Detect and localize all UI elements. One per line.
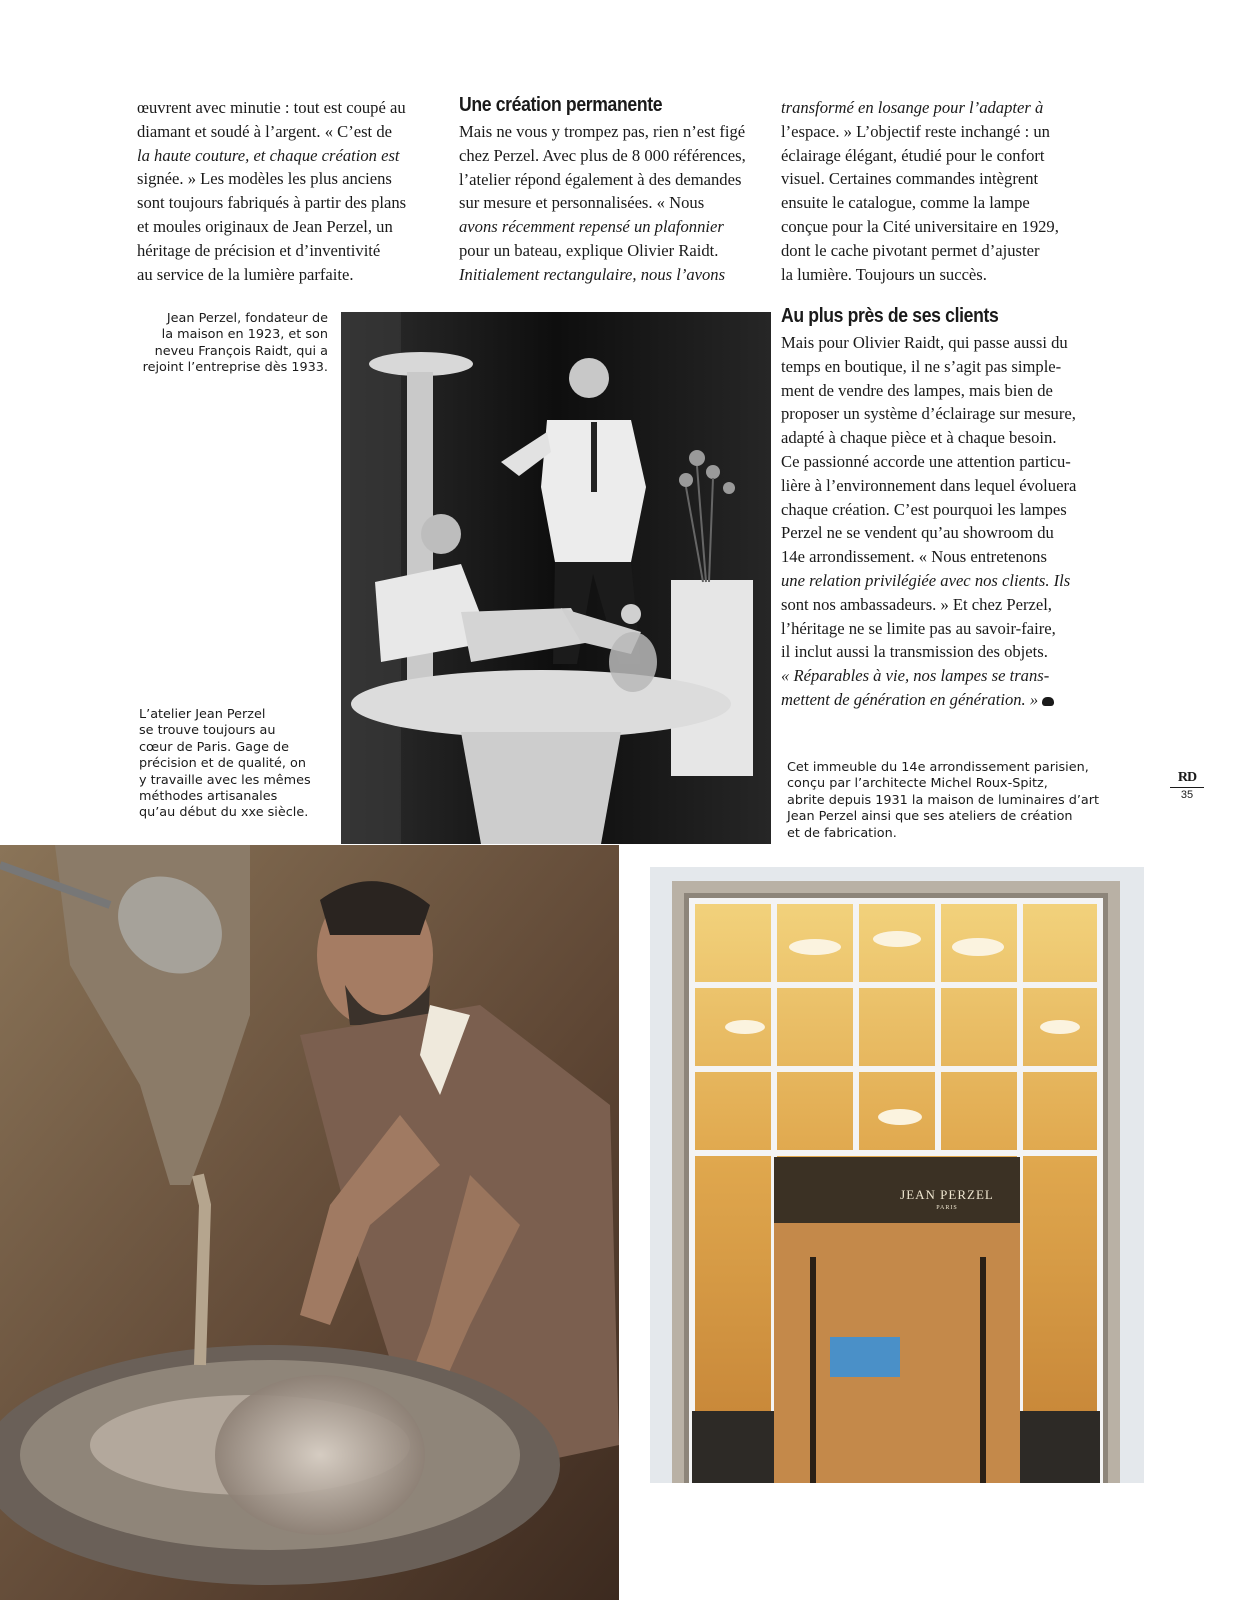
col3-line: conçue pour la Cité universitaire en 1929, bbox=[781, 216, 1059, 236]
caption-line: cœur de Paris. Gage de bbox=[139, 739, 290, 755]
storefront-sign-name: JEAN PERZEL bbox=[900, 1187, 994, 1202]
column-2-text bbox=[459, 120, 757, 287]
col3-line: Perzel ne se vendent qu’au showroom du bbox=[781, 523, 1054, 543]
col3-line: Ce passionné accorde une attention particu- bbox=[781, 451, 1071, 471]
col3-line: ensuite le catalogue, comme la lampe bbox=[781, 193, 1030, 213]
col1-line: œuvrent avec minutie : tout est coupé au bbox=[137, 98, 406, 117]
col3-line: une relation privilégiée avec nos clients. Ils bbox=[781, 570, 1071, 590]
col3-line bbox=[781, 688, 1081, 712]
col1-line: héritage de précision et d’inventivité bbox=[137, 240, 381, 260]
caption-line: y travaille avec les mêmes bbox=[139, 772, 311, 788]
caption-line: L’atelier Jean Perzel bbox=[139, 707, 266, 722]
col3-line: l’héritage ne se limite pas au savoir-faire, bbox=[781, 618, 1056, 638]
storefront-photo-illustration bbox=[650, 867, 1144, 1483]
col1-line: la haute couture, et chaque création est bbox=[137, 145, 400, 165]
caption-line: Jean Perzel ainsi que ses ateliers de création bbox=[787, 809, 1073, 825]
col3-line: proposer un système d’éclairage sur mesure, bbox=[781, 404, 1076, 424]
caption-line: précision et de qualité, on bbox=[139, 756, 306, 772]
caption-line: rejoint l’entreprise dès 1933. bbox=[142, 360, 328, 376]
photo-artisan bbox=[0, 845, 619, 1600]
artisan-photo-illustration bbox=[0, 845, 619, 1600]
end-mark-icon bbox=[1042, 697, 1054, 706]
col3-line: chaque création. C’est pourquoi les lampes bbox=[781, 499, 1067, 519]
col3-line: visuel. Certaines commandes intègrent bbox=[781, 169, 1039, 189]
caption-building bbox=[787, 760, 1127, 842]
col1-line: et moules originaux de Jean Perzel, un bbox=[137, 216, 393, 236]
col3-line: temps en boutique, il ne s’agit pas simple- bbox=[781, 356, 1062, 376]
col2-line: sur mesure et personnalisées. « Nous bbox=[459, 193, 705, 213]
caption-line: la maison en 1923, et son bbox=[161, 327, 328, 343]
caption-line: Jean Perzel, fondateur de bbox=[166, 311, 328, 326]
caption-line: qu’au début du xxe siècle. bbox=[139, 805, 309, 821]
caption-line: neveu François Raidt, qui a bbox=[154, 343, 328, 359]
heading-au-plus-pres: Au plus près de ses clients bbox=[781, 305, 999, 327]
col2-line: l’atelier répond également à des demandes bbox=[459, 169, 742, 189]
caption-line: méthodes artisanales bbox=[139, 789, 278, 805]
col3-line: transformé en losange pour l’adapter à bbox=[781, 98, 1044, 117]
column-1-text bbox=[137, 96, 435, 286]
col2-line: Mais ne vous y trompez pas, rien n’est figé bbox=[459, 122, 746, 141]
caption-founders bbox=[100, 311, 328, 377]
photo-founders bbox=[341, 312, 771, 844]
caption-line: se trouve toujours au bbox=[139, 723, 276, 739]
caption-line: abrite depuis 1931 la maison de luminaires d’art bbox=[787, 792, 1100, 808]
col2-line: avons récemment repensé un plafonnier bbox=[459, 217, 724, 237]
col2-line: pour un bateau, explique Olivier Raidt. bbox=[459, 240, 719, 260]
column-3-text bbox=[781, 96, 1081, 286]
caption-line: conçu par l’architecte Michel Roux-Spitz, bbox=[787, 776, 1048, 792]
col3-line: la lumière. Toujours un succès. bbox=[781, 264, 987, 284]
col2-line: Initialement rectangulaire, nous l’avons bbox=[459, 264, 726, 284]
caption-atelier bbox=[139, 707, 339, 822]
brand-logo: RD bbox=[1170, 770, 1204, 788]
col3-line: il inclut aussi la transmission des objets. bbox=[781, 642, 1048, 662]
col1-line: au service de la lumière parfaite. bbox=[137, 264, 354, 284]
storefront-sign bbox=[824, 1187, 1070, 1211]
col3-line: dont le cache pivotant permet d’ajuster bbox=[781, 240, 1040, 260]
column-3-text-2 bbox=[781, 331, 1081, 712]
founders-photo-illustration bbox=[341, 312, 771, 844]
folio bbox=[1170, 770, 1204, 801]
col1-line: signée. » Les modèles les plus anciens bbox=[137, 169, 392, 189]
col3-line: lière à l’environnement dans lequel évoluera bbox=[781, 475, 1077, 495]
col3-line: Mais pour Olivier Raidt, qui passe aussi du bbox=[781, 333, 1068, 352]
page-number: 35 bbox=[1180, 789, 1194, 801]
col3-line: éclairage élégant, étudié pour le confort bbox=[781, 145, 1045, 165]
col3-line: adapté à chaque pièce et à chaque besoin. bbox=[781, 428, 1057, 448]
col3-line: ment de vendre des lampes, mais bien de bbox=[781, 380, 1053, 400]
caption-line: et de fabrication. bbox=[787, 825, 897, 841]
col3-line: l’espace. » L’objectif reste inchangé : un bbox=[781, 121, 1050, 141]
col1-line: sont toujours fabriqués à partir des plans bbox=[137, 193, 407, 213]
col3-line: 14e arrondissement. « Nous entretenons bbox=[781, 547, 1047, 567]
col3-last-line-text: mettent de génération en génération. » bbox=[781, 689, 1039, 709]
col1-line bbox=[137, 120, 435, 144]
photo-storefront bbox=[650, 867, 1144, 1483]
caption-line: Cet immeuble du 14e arrondissement parisien, bbox=[787, 760, 1089, 775]
col1-line-text: diamant et soudé à l’argent. « C’est de bbox=[137, 121, 392, 141]
storefront-sign-sub: PARIS bbox=[936, 1205, 958, 1211]
col3-line: « Réparables à vie, nos lampes se trans- bbox=[781, 666, 1050, 686]
col2-line: chez Perzel. Avec plus de 8 000 références, bbox=[459, 145, 746, 165]
col3-line: sont nos ambassadeurs. » Et chez Perzel, bbox=[781, 594, 1052, 614]
heading-creation-permanente: Une création permanente bbox=[459, 94, 663, 116]
